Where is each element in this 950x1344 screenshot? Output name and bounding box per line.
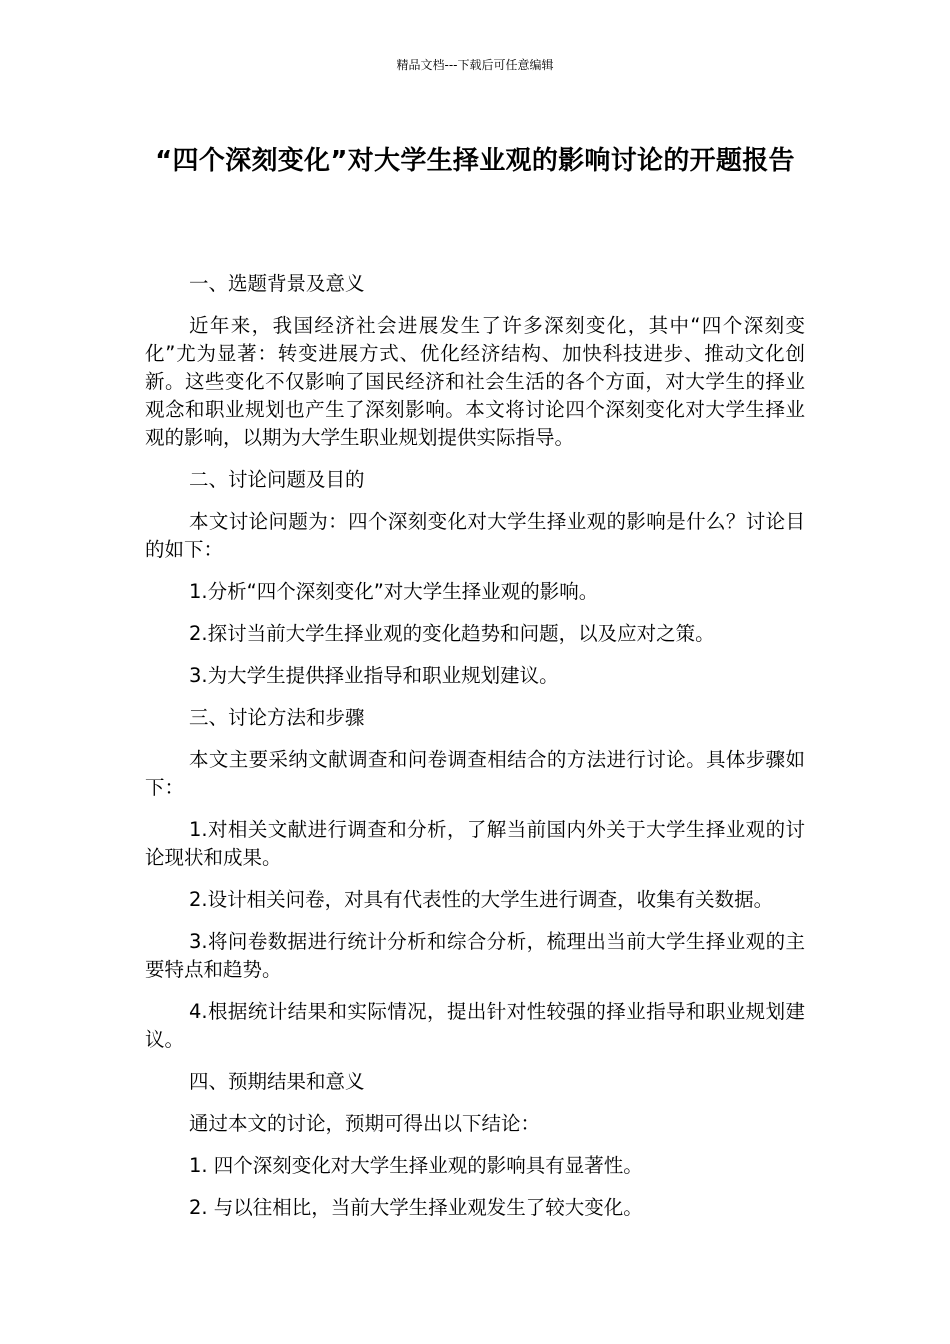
list-item: 1. 四个深刻变化对大学生择业观的影响具有显著性。	[189, 1154, 643, 1177]
header-note: 精品文档---下载后可任意编辑	[396, 58, 554, 72]
section-heading: 三、讨论方法和步骤	[189, 706, 365, 729]
list-item: 2.设计相关问卷，对具有代表性的大学生进行调查，收集有关数据。	[189, 888, 774, 911]
list-item: 2.探讨当前大学生择业观的变化趋势和问题，以及应对之策。	[189, 622, 715, 645]
list-item: 4.根据统计结果和实际情况，提出针对性较强的择业指导和职业规划建议。	[145, 1000, 805, 1051]
paragraph: 通过本文的讨论，预期可得出以下结论：	[189, 1112, 541, 1135]
section-heading: 一、选题背景及意义	[189, 272, 365, 295]
paragraph: 本文讨论问题为：四个深刻变化对大学生择业观的影响是什么？讨论目的如下：	[145, 510, 805, 561]
list-item: 1.对相关文献进行调查和分析，了解当前国内外关于大学生择业观的讨论现状和成果。	[145, 818, 805, 869]
list-item: 1.分析“四个深刻变化”对大学生择业观的影响。	[189, 580, 599, 603]
list-item: 3.将问卷数据进行统计分析和综合分析，梳理出当前大学生择业观的主要特点和趋势。	[145, 930, 805, 981]
paragraph: 本文主要采纳文献调查和问卷调查相结合的方法进行讨论。具体步骤如下：	[145, 748, 805, 799]
paragraph: 近年来，我国经济社会进展发生了许多深刻变化，其中“四个深刻变化”尤为显著：转变进展方式、优化经济结构、加快科技进步、推动文化创新。这些变化不仅影响了国民经济和社会生活的各个方面，对大学生的择业观念和职业规划也产生了深刻影响。本文将讨论四个深刻变化对大学生择业观的影响，以期为大学生职业规划提供实际指导。	[145, 314, 805, 449]
list-item: 3.为大学生提供择业指导和职业规划建议。	[189, 664, 559, 687]
document-title: “四个深刻变化”对大学生择业观的影响讨论的开题报告	[155, 146, 795, 176]
section-heading: 四、预期结果和意义	[189, 1070, 365, 1093]
section-heading: 二、讨论问题及目的	[189, 468, 365, 491]
document-body	[145, 270, 805, 1236]
list-item: 2. 与以往相比，当前大学生择业观发生了较大变化。	[189, 1196, 643, 1219]
